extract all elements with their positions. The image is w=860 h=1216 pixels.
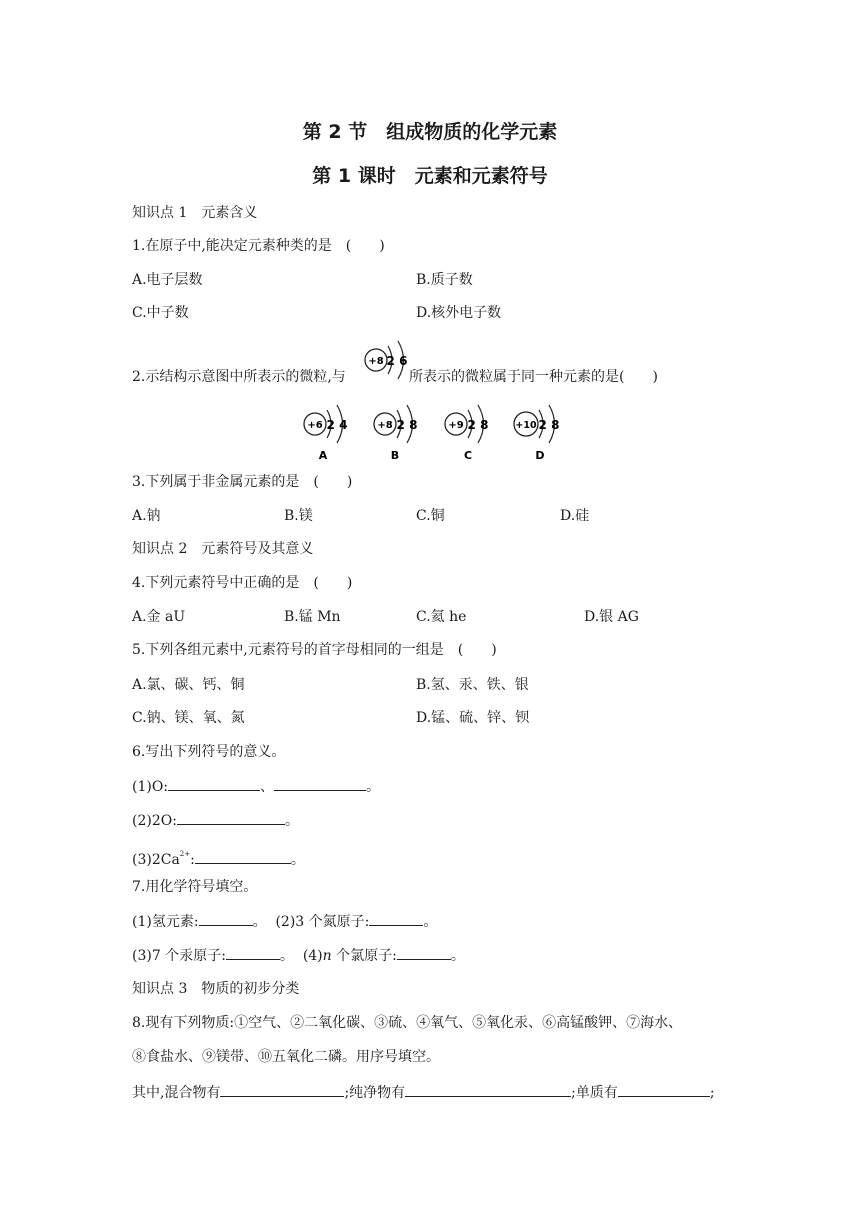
q6-stem: 6.写出下列符号的意义。	[132, 744, 286, 760]
q7-part-3-label: (3)7 个汞原子:	[132, 948, 226, 964]
q2-option-c-diagram	[441, 403, 497, 461]
option-d-nucleus: +10	[515, 420, 537, 431]
q6-part-1-blank-a[interactable]	[168, 776, 260, 791]
lesson-title: 第 1 课时 元素和元素符号	[312, 165, 548, 187]
q2-stem-start: 2.示结构示意图中所表示的微粒,与	[132, 369, 346, 385]
q2-option-a-diagram	[300, 403, 356, 461]
q1-option-d: D.核外电子数	[416, 305, 502, 321]
period: 。	[423, 914, 438, 930]
q1-option-c: C.中子数	[132, 305, 189, 321]
q8-element-label: ;单质有	[571, 1085, 618, 1101]
q5-option-c: C.钠、镁、氧、氮	[132, 710, 245, 726]
q6-part-1-label: (1)O:	[132, 779, 169, 795]
q5-option-a: A.氯、碳、钙、铜	[132, 677, 245, 693]
q5-stem: 5.下列各组元素中,元素符号的首字母相同的一组是 ( )	[132, 642, 497, 658]
option-b-nucleus: +8	[377, 420, 393, 431]
period: 。	[290, 852, 305, 868]
q7-part-3-blank[interactable]	[226, 945, 280, 960]
q6-part-1-blank-b[interactable]	[274, 776, 366, 791]
q7-part-1-blank[interactable]	[199, 911, 253, 926]
q8-line-1: 8.现有下列物质:①空气、②二氧化碳、③硫、④氧气、⑤氧化汞、⑥高锰酸钾、⑦海水、	[132, 1015, 683, 1031]
variable-n: n	[322, 948, 332, 964]
q7-part-1-label: (1)氢元素:	[132, 914, 199, 930]
option-c-shells: 2 8	[467, 418, 489, 432]
q7-row-2	[132, 945, 465, 966]
period: 。	[450, 948, 465, 964]
option-b-shells: 2 8	[396, 418, 418, 432]
period: 。	[252, 914, 267, 930]
q2-options-diagrams	[300, 403, 580, 463]
q5-option-b: B.氢、汞、铁、银	[416, 677, 529, 693]
q8-line-2: ⑧食盐水、⑨镁带、⑩五氧化二磷。用序号填空。	[132, 1049, 440, 1065]
q6-part-2-label: (2)2O:	[132, 813, 177, 829]
q7-part-4-blank[interactable]	[397, 945, 451, 960]
q7-part-2-blank[interactable]	[369, 911, 423, 926]
q6-part-3-label: (3)2Ca	[132, 852, 180, 868]
ref-nucleus-charge: +8	[368, 356, 384, 367]
colon: :	[190, 852, 195, 868]
period: 。	[279, 948, 294, 964]
q5-option-d: D.锰、硫、锌、钡	[416, 710, 530, 726]
q7-row-1	[132, 911, 437, 932]
q8-element-blank[interactable]	[618, 1082, 710, 1097]
q3-stem: 3.下列属于非金属元素的是 ( )	[132, 474, 353, 490]
q4-option-b: B.锰 Mn	[284, 609, 341, 625]
semicolon: ;	[709, 1085, 715, 1101]
section-title: 第 2 节 组成物质的化学元素	[302, 121, 558, 143]
option-c-label: C	[463, 449, 473, 461]
q6-part-2-blank[interactable]	[177, 810, 285, 825]
q8-mixture-blank[interactable]	[220, 1082, 344, 1097]
q7-part-2-label: (2)3 个氮原子:	[275, 914, 370, 930]
charge-superscript: 2+	[179, 850, 191, 858]
q2-stem-end: 所表示的微粒属于同一种元素的是( )	[409, 369, 658, 385]
option-b-label: B	[390, 449, 400, 461]
option-a-shells: 2 4	[326, 418, 348, 432]
q8-line-3	[132, 1082, 715, 1103]
q3-option-b: B.镁	[284, 508, 313, 524]
option-d-shells: 2 8	[538, 418, 560, 432]
q6-part-3-blank[interactable]	[195, 849, 291, 864]
q8-pure-blank[interactable]	[405, 1082, 571, 1097]
q7-part-4-prefix: (4)	[302, 948, 323, 964]
q6-part-2	[132, 810, 299, 831]
q6-part-1	[132, 776, 380, 797]
q4-option-c: C.氦 he	[416, 609, 467, 625]
q4-stem: 4.下列元素符号中正确的是 ( )	[132, 575, 353, 591]
q4-option-a: A.金 aU	[132, 609, 186, 625]
option-a-label: A	[318, 449, 328, 461]
q2-option-b-diagram	[370, 403, 426, 461]
option-c-nucleus: +9	[448, 420, 464, 431]
q1-option-b: B.质子数	[416, 272, 473, 288]
knowledge-point-2: 知识点 2 元素符号及其意义	[132, 541, 314, 557]
q7-stem: 7.用化学符号填空。	[132, 879, 258, 895]
q7-part-4-label: 个氯原子:	[331, 948, 397, 964]
period: 。	[366, 779, 381, 795]
knowledge-point-3: 知识点 3 物质的初步分类	[132, 981, 300, 997]
q1-option-a: A.电子层数	[132, 272, 203, 288]
q3-option-d: D.硅	[560, 508, 590, 524]
q4-option-d: D.银 AG	[584, 609, 639, 625]
q3-option-c: C.铜	[416, 508, 445, 524]
option-d-label: D	[535, 449, 545, 461]
q8-mixture-label: 其中,混合物有	[132, 1085, 221, 1101]
period: 。	[284, 813, 299, 829]
q2-option-d-diagram	[511, 403, 571, 461]
ref-electron-shells: 2 6	[386, 354, 408, 368]
separator: 、	[260, 779, 275, 795]
option-a-nucleus: +6	[307, 420, 323, 431]
q6-part-3	[132, 844, 305, 870]
q8-pure-label: ;纯净物有	[344, 1085, 406, 1101]
q1-stem: 1.在原子中,能决定元素种类的是 ( )	[132, 238, 385, 254]
q3-option-a: A.钠	[132, 508, 161, 524]
knowledge-point-1: 知识点 1 元素含义	[132, 205, 258, 221]
